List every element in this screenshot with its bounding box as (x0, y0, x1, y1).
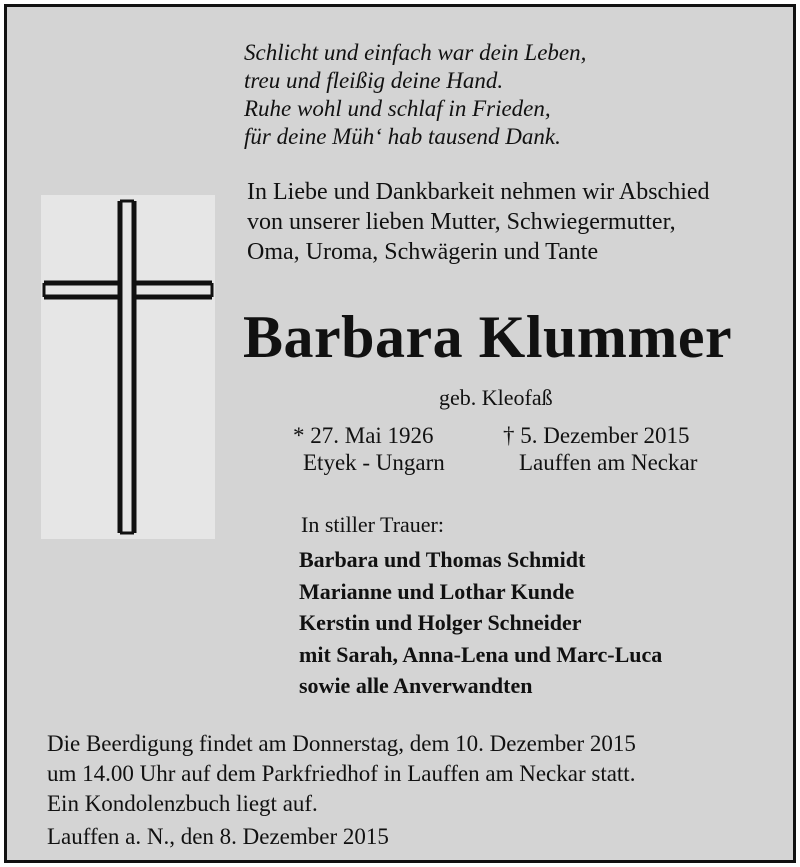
poem-line: treu und fleißig deine Hand. (244, 68, 504, 93)
farewell-line: In Liebe und Dankbarkeit nehmen wir Abschied (247, 179, 710, 205)
place-and-date: Lauffen a. N., den 8. Dezember 2015 (47, 824, 389, 849)
mourner-line: Barbara und Thomas Schmidt (299, 547, 586, 572)
mourner-line: sowie alle Anverwandten (299, 673, 533, 698)
mourner-line: Marianne und Lothar Kunde (299, 578, 575, 604)
mourner-line: mit Sarah, Anna-Lena und Marc-Luca (299, 641, 663, 667)
mourner-line: Kerstin und Holger Schneider (299, 610, 582, 635)
mourners-list (299, 544, 662, 702)
funeral-line: um 14.00 Uhr auf dem Parkfriedhof in Lauffen am Neckar statt. (47, 761, 636, 786)
poem (244, 39, 586, 151)
poem-line: für deine Müh‘ hab tausend Dank. (244, 124, 561, 149)
birth-date: * 27. Mai 1926 (293, 423, 434, 448)
farewell-line: Oma, Uroma, Schwägerin und Tante (247, 239, 599, 265)
farewell-text (247, 177, 710, 267)
poem-line: Ruhe wohl und schlaf in Frieden, (244, 96, 551, 121)
poem-line: Schlicht und einfach war dein Leben, (244, 40, 587, 65)
mourners-heading: In stiller Trauer: (301, 512, 444, 537)
funeral-line: Die Beerdigung findet am Donnerstag, dem 10. Dezember 2015 (47, 731, 636, 756)
birth-info (293, 422, 445, 476)
farewell-line: von unserer lieben Mutter, Schwiegermutter, (247, 209, 676, 235)
death-place: Lauffen am Neckar (519, 450, 698, 475)
cross-icon (41, 195, 215, 539)
obituary-notice (4, 4, 796, 863)
funeral-info (47, 729, 636, 819)
maiden-name: geb. Kleofaß (439, 385, 553, 410)
death-date: † 5. Dezember 2015 (503, 423, 690, 448)
birth-place: Etyek - Ungarn (303, 450, 445, 475)
death-info (503, 422, 697, 476)
deceased-name: Barbara Klummer (243, 304, 733, 370)
funeral-line: Ein Kondolenzbuch liegt auf. (47, 791, 318, 816)
